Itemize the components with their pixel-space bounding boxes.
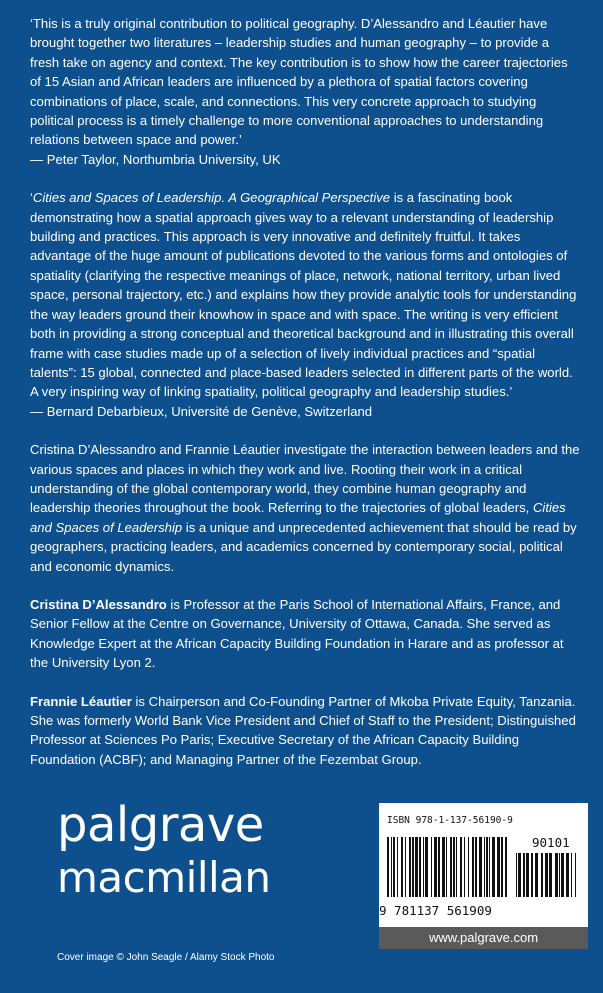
quote-attribution: — Peter Taylor, Northumbria University, UK	[30, 151, 281, 167]
barcode-bar	[425, 837, 428, 897]
logo-line-palgrave: palgrave	[57, 797, 264, 854]
cover-image-credit: Cover image © John Seagle / Alamy Stock Photo	[57, 952, 275, 964]
barcode-bar	[497, 837, 500, 897]
quote-text: ‘This is a truly original contribution to political geography. D’Alessandro and Léautier have brought together two literatures – leadership studies and human geography – to provide a fresh take on agency and context. The key contribution is to show how the career trajectories of 15 Asian and African leaders are influenced by a plethora of spatial factors covering combinations of place, scale, and connections. This very concrete approach to studying political process is a timely challenge to more conventional approaches to understanding relations between space and power.’	[30, 16, 568, 148]
barcode-bar	[486, 837, 488, 897]
barcode-bar	[523, 853, 525, 897]
barcode-bar	[571, 853, 572, 897]
barcode-bar	[446, 837, 447, 897]
barcode-bar	[423, 837, 424, 897]
description-text: is a unique and unprecedented achievement that should be read by geographers, practicing leaders, and academics concerned by contemporary social, political and economic dynamics.	[30, 519, 577, 574]
barcode-bar	[505, 837, 507, 897]
barcode-bar	[484, 837, 485, 897]
barcode-bar	[391, 837, 392, 897]
barcode-bar	[489, 837, 490, 897]
barcode-number: 9 781137 561909	[379, 903, 492, 919]
isbn-label: ISBN 978-1-137-56190-9	[387, 815, 513, 827]
barcode-bar	[409, 837, 411, 897]
barcode-bar	[393, 837, 395, 897]
barcode-bar	[450, 837, 452, 897]
barcode-bar	[535, 853, 538, 897]
barcode-bar	[464, 837, 465, 897]
barcode-bar	[412, 837, 414, 897]
barcode-bar	[468, 837, 469, 897]
barcode-bar	[559, 853, 560, 897]
author-bio-leautier	[30, 692, 580, 770]
barcode-bar	[479, 837, 482, 897]
barcode-bar	[387, 837, 389, 897]
author-bio-dalessandro	[30, 595, 580, 673]
barcode-bar	[397, 837, 398, 897]
review-quote-debarbieux	[30, 188, 580, 421]
barcode-bar	[415, 837, 418, 897]
barcode-bar	[555, 853, 558, 897]
barcode-bar	[549, 853, 552, 897]
barcode-bar	[531, 853, 533, 897]
barcode-bar	[472, 837, 474, 897]
barcode-box	[379, 803, 588, 949]
barcode-bar	[516, 853, 517, 897]
barcode-bar	[492, 837, 495, 897]
barcode-bar	[456, 837, 457, 897]
barcode-bar	[501, 837, 503, 897]
barcode-bar	[419, 837, 421, 897]
barcode-bar	[453, 837, 455, 897]
barcode-bar	[438, 837, 440, 897]
barcode-bar	[566, 853, 569, 897]
barcode-bar	[518, 853, 521, 897]
barcode-bar	[575, 853, 576, 897]
barcode-bar	[442, 837, 445, 897]
quote-open: ‘	[30, 190, 33, 206]
barcode-bar	[541, 853, 543, 897]
book-title: Cities and Spaces of Leadership	[30, 500, 566, 535]
book-description	[30, 440, 580, 576]
publisher-logo	[57, 797, 274, 903]
quote-attribution: — Bernard Debarbieux, Université de Genève, Switzerland	[30, 403, 373, 419]
description-text: Cristina D’Alessandro and Frannie Léautier investigate the interaction between leaders and the various spaces and places in which they work and live. Rooting their work in a critical understanding of the global contemporary world, they combine human geography and leadership theories throughout the book. Referring to the trajectories of global leaders,	[30, 442, 580, 516]
author-name: Cristina D’Alessandro	[30, 596, 167, 612]
barcode-bar	[475, 837, 477, 897]
barcode-bar	[545, 853, 548, 897]
book-title: Cities and Spaces of Leadership. A Geographical Perspective	[32, 190, 391, 206]
review-quote-taylor	[30, 14, 580, 169]
logo-line-macmillan: macmillan	[57, 853, 271, 903]
barcode-bar	[401, 837, 403, 897]
barcode-bar	[431, 837, 432, 897]
quote-text: is a fascinating book demonstrating how a spatial approach gives way to a relevant understanding of leadership building and practices. This approach is very innovative and definitely fruitful. It takes advantage of the huge amount of publications devoted to the various forms and ontologies of spatiality (clarifying the respective meanings of place, network, national territory, urban lived space, personal trajectory, etc.) and explains how they provide analytic tools for understanding the way leaders ground their knowhow in space and with space. The writing is very efficient both in providing a strong conceptual and theoretical background and in illustrating this overall frame with case studies made up of a selection of lively individual practices and “spatial talents”: 15 global, connected and place-based leaders selected in different parts of the world. A very inspiring way of linking spatiality, political geography and leadership studies.’	[30, 190, 577, 400]
barcode-bar	[526, 853, 529, 897]
bottom-area	[0, 797, 603, 977]
back-cover-text	[30, 0, 580, 769]
barcode-icon	[387, 837, 507, 897]
addon-barcode-icon	[516, 853, 576, 897]
bio-text: is Professor at the Paris School of International Affairs, France, and Senior Fellow at the Centre on Governance, University of Ottawa, Canada. She served as Knowledge Expert at the African Capacity Building Foundation in Harare and as professor at the University Lyon 2.	[30, 596, 564, 671]
barcode-bar	[561, 853, 564, 897]
author-name: Frannie Léautier	[30, 693, 132, 709]
publisher-url[interactable]: www.palgrave.com	[379, 927, 588, 949]
publisher-column	[57, 797, 274, 964]
barcode-bar	[460, 837, 462, 897]
barcode-bar	[405, 837, 406, 897]
price-addon-number: 90101	[532, 835, 570, 851]
bio-text: is Chairperson and Co-Founding Partner of Mkoba Private Equity, Tanzania. She was formerly World Bank Vice President and Chief of Staff to the President; Distinguished Professor at Sciences Po Paris; Executive Secretary of the African Capacity Building Foundation (ACBF); and Managing Partner of the Fezembat Group.	[30, 693, 576, 767]
barcode-bar	[434, 837, 437, 897]
